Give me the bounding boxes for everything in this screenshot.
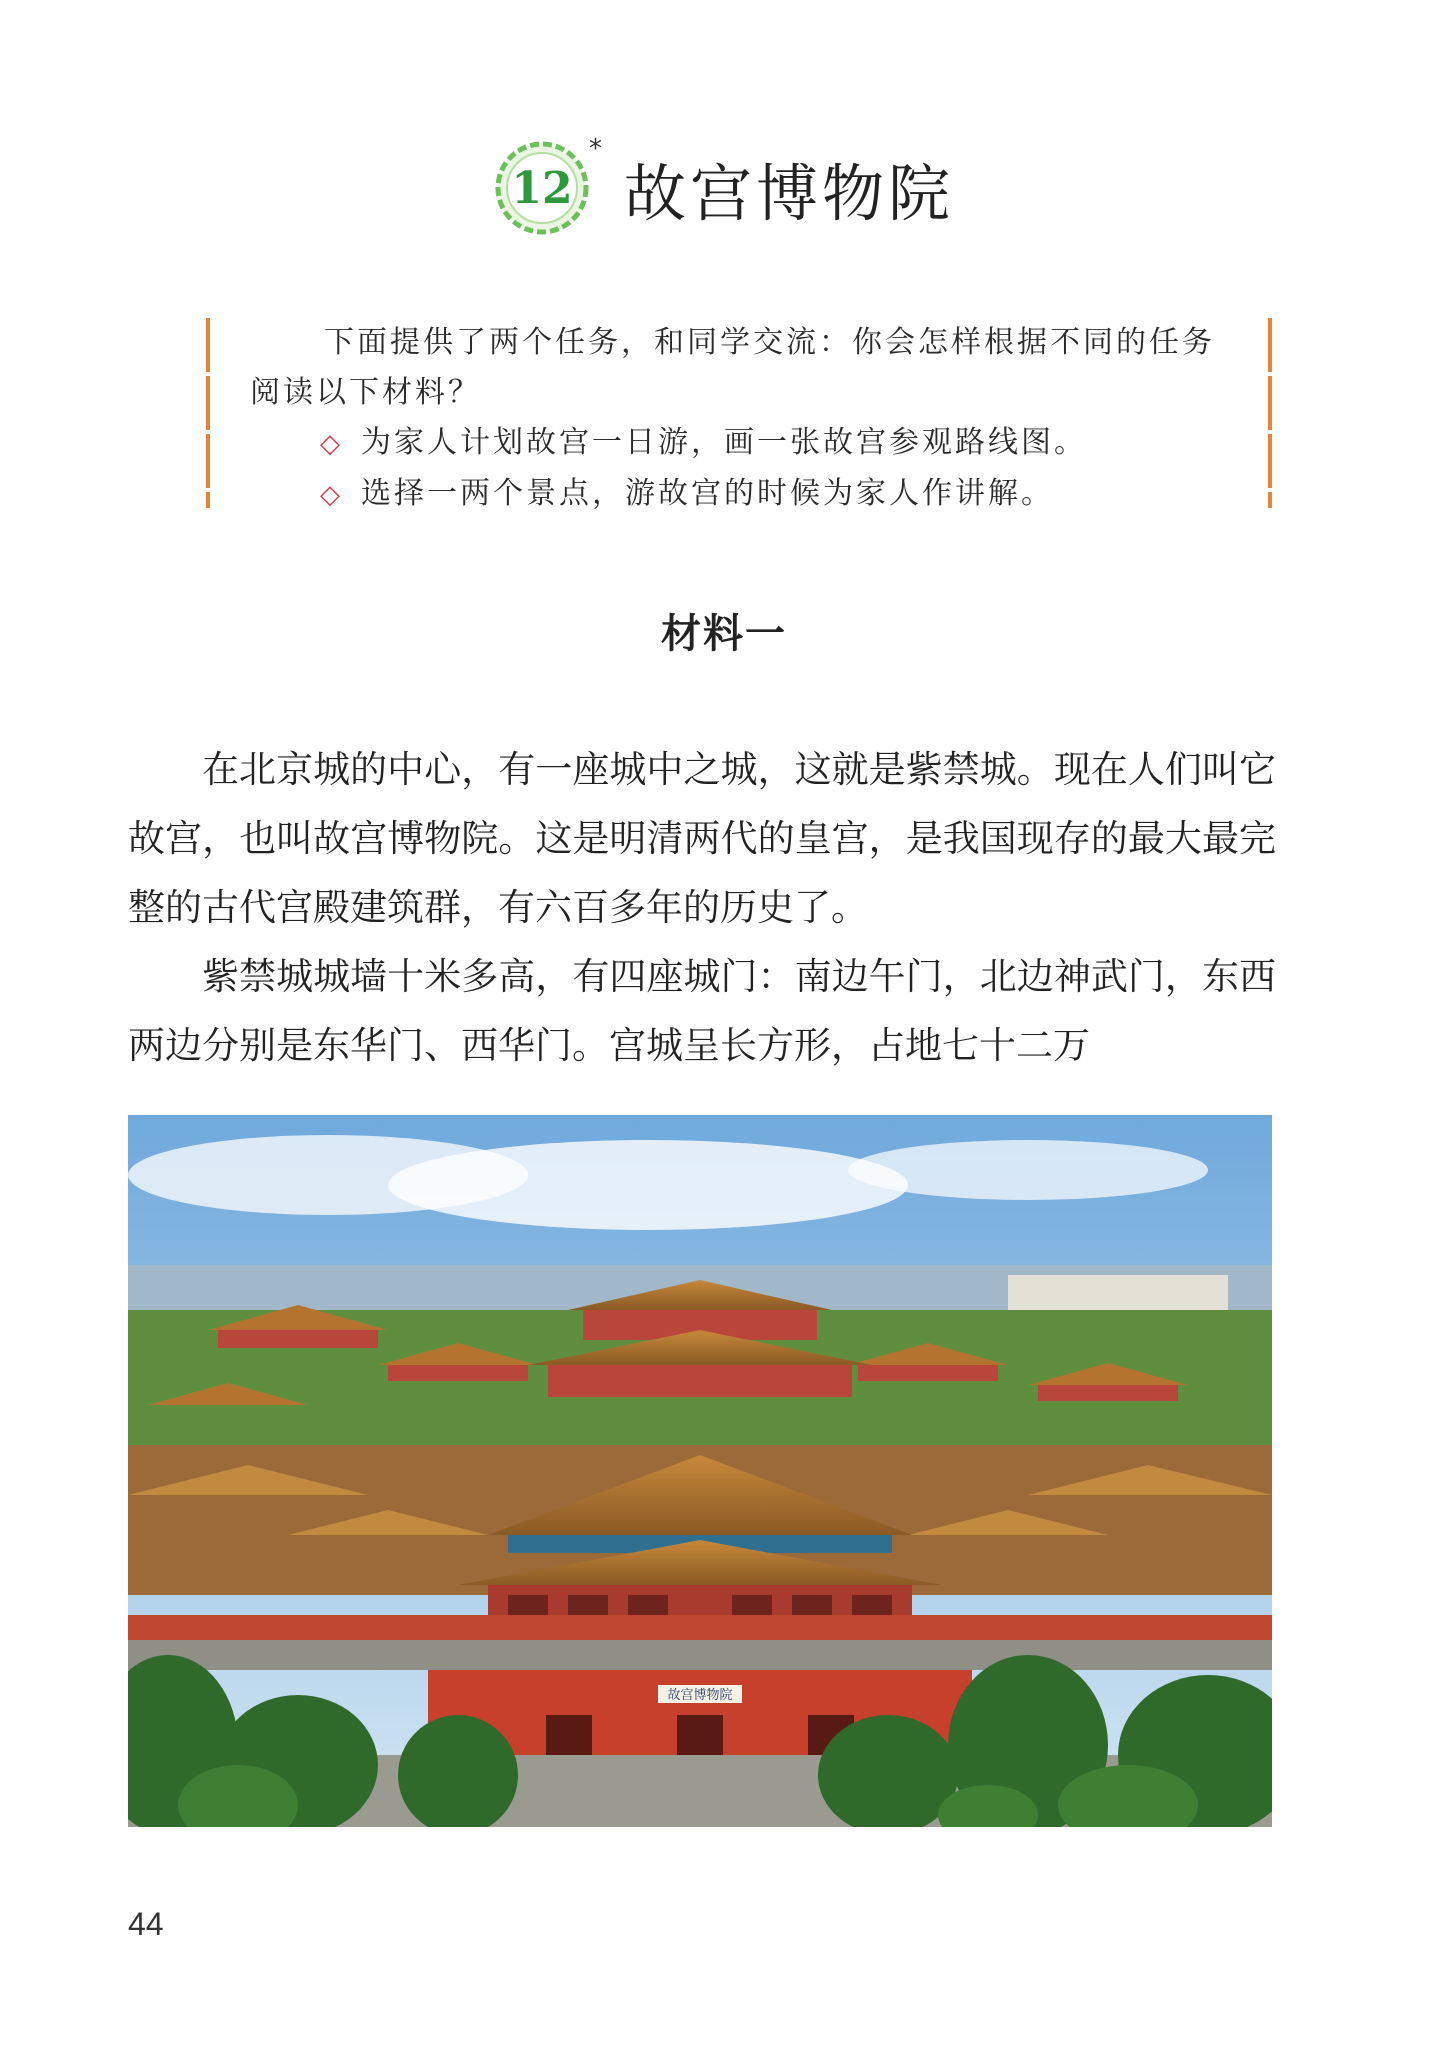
lesson-header	[0, 134, 1448, 236]
task-box-left-border	[206, 318, 210, 508]
paragraph: 在北京城的中心，有一座城中之城，这就是紫禁城。现在人们叫它故宫，也叫故宫博物院。这是明清两代的皇宫，是我国现存的最大最完整的古代宫殿建筑群，有六百多年的历史了。	[128, 748, 1276, 929]
body-text	[128, 735, 1276, 1080]
task-box-right-border	[1268, 318, 1272, 508]
lesson-number-badge	[494, 134, 602, 236]
forbidden-city-photo	[128, 1115, 1272, 1827]
paragraph: 紫禁城城墙十米多高，有四座城门：南边午门，北边神武门，东西两边分别是东华门、西华门。宫城呈长方形，占地七十二万	[128, 955, 1276, 1067]
gate-plaque: 故宫博物院	[667, 1688, 733, 1703]
diamond-bullet-icon: ◇	[320, 480, 343, 510]
task-intro: 下面提供了两个任务，和同学交流：你会怎样根据不同的任务阅读以下材料？	[250, 325, 1215, 410]
forbidden-city-illustration	[128, 1115, 1272, 1827]
lesson-number: 12	[511, 162, 573, 214]
task-item	[320, 418, 1087, 469]
diamond-bullet-icon: ◇	[320, 429, 343, 459]
task-box	[206, 318, 1272, 511]
task-item-text: 为家人计划故宫一日游，画一张故宫参观路线图。	[361, 425, 1087, 460]
page-number: 44	[128, 1906, 164, 1942]
task-list	[320, 418, 1087, 520]
task-item	[320, 469, 1087, 520]
section-heading: 材料一	[661, 610, 787, 657]
task-item-text: 选择一两个景点，游故宫的时候为家人作讲解。	[361, 476, 1054, 511]
lesson-title: 故宫博物院	[623, 156, 954, 230]
lesson-mark: *	[588, 134, 602, 164]
